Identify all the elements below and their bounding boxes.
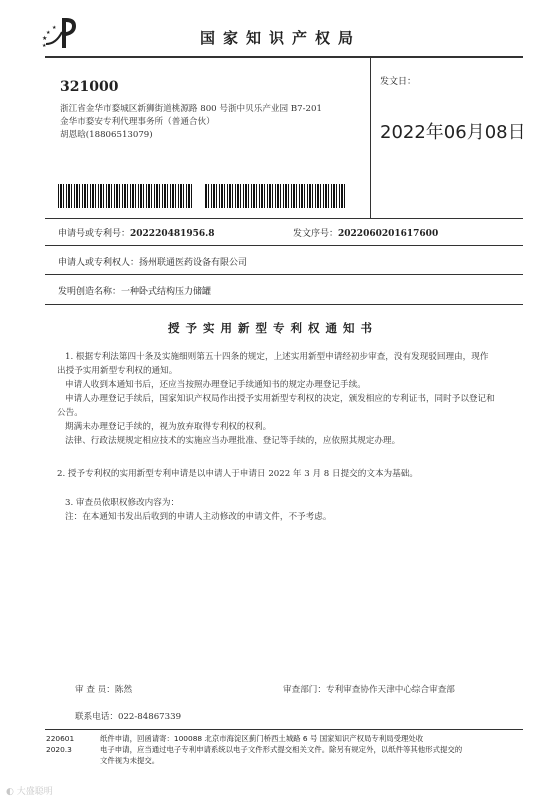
barcode-left — [58, 184, 193, 208]
watermark — [6, 784, 53, 797]
app-no-label: 申请号或专利号： — [58, 229, 131, 239]
form-code: 220601 — [46, 734, 75, 743]
date-box-border — [370, 58, 371, 218]
dept-row — [283, 683, 455, 695]
fields-rule-2 — [45, 274, 523, 275]
watermark-text: 大盛聪明 — [16, 787, 53, 797]
examiner-name: 陈然 — [114, 685, 133, 695]
phone-row — [75, 710, 181, 722]
invention-label: 发明创造名称： — [58, 287, 122, 297]
notice-body — [57, 350, 497, 448]
fields-rule-1 — [45, 245, 523, 246]
footer-note-2: 电子申请，应当通过电子专利申请系统以电子文件形式提交相关文件。除另有规定外，以纸件等其他形式提交的 — [100, 745, 463, 754]
applicant-row — [58, 255, 247, 268]
paragraph-1d: 法律、行政法规规定相应技术的实施应当办理批准、登记等手续的，应依照其规定办理。 — [65, 436, 401, 446]
barcode-right — [205, 184, 345, 208]
paragraph-1b: 申请人办理登记手续后，国家知识产权局作出授予实用新型专利权的决定，颁发相应的专利证书，同时予以登记和公告。 — [57, 394, 495, 418]
paragraph-3: 3. 审查员依职权修改内容为： — [65, 498, 180, 508]
svg-text:★: ★ — [52, 25, 57, 31]
svg-text:★: ★ — [42, 43, 47, 49]
paragraph-2: 2. 授予专利权的实用新型专利申请是以申请人于申请日 2022 年 3 月 8 日提交的文本为基础。 — [57, 469, 418, 479]
phone-value: 022-84867339 — [117, 712, 182, 722]
office-name: 国家知识产权局 — [200, 29, 362, 47]
fields-rule-3 — [45, 304, 523, 305]
serial-label: 发文序号： — [293, 229, 339, 239]
examiner-label: 审 查 员： — [75, 685, 115, 695]
app-no-value: 202220481956.8 — [130, 229, 215, 239]
footer-note-3: 文件视为未提交。 — [100, 756, 160, 765]
paragraph-1c: 期满未办理登记手续的，视为放弃取得专利权的权利。 — [65, 422, 272, 432]
svg-text:★: ★ — [42, 35, 48, 42]
watermark-icon: ◐ — [6, 787, 17, 797]
svg-text:★: ★ — [46, 30, 51, 36]
header-rule — [45, 56, 523, 58]
dept-name: 专利审查协作天津中心综合审查部 — [325, 685, 455, 695]
phone-label: 联系电话： — [75, 712, 118, 722]
fields-rule-top — [45, 218, 523, 219]
address-line-2: 金华市婺安专利代理事务所（普通合伙） — [60, 117, 215, 127]
app-no-row — [58, 226, 215, 239]
footer-rule — [45, 729, 523, 730]
cnipa-logo — [40, 14, 80, 54]
notice-title: 授予实用新型专利权通知书 — [168, 321, 378, 335]
zip-code: 321000 — [60, 79, 119, 95]
applicant-label: 申请人或专利权人： — [58, 258, 140, 268]
invention-row — [58, 284, 211, 297]
serial-value: 2022060201617600 — [338, 229, 439, 239]
serial-row — [293, 226, 438, 239]
paragraph-1: 1. 根据专利法第四十条及实施细则第五十四条的规定，上述实用新型申请经初步审查，没有发现驳回理由，现作出授予实用新型专利权的通知。 — [57, 352, 489, 376]
paragraph-3-note: 注：在本通知书发出后收到的申请人主动修改的申请文件，不予考虑。 — [65, 512, 332, 522]
invention-value: 一种卧式结构压力储罐 — [121, 287, 212, 297]
examiner-row — [75, 683, 132, 695]
applicant-value: 扬州联通医药设备有限公司 — [139, 258, 248, 268]
address-line-3: 胡恩晗(18806513079) — [60, 130, 153, 140]
address-line-1: 浙江省金华市婺城区新狮街道桃源路 800 号浙中贝乐产业园 B7-201 — [60, 104, 322, 114]
receipt-label: 发文日： — [380, 77, 417, 87]
receipt-date: 2022年06月08日 — [380, 122, 526, 143]
footer-note-1: 纸件申请，回函请寄：100088 北京市海淀区蓟门桥西土城路 6 号 国家知识产权局专利局受理处收 — [100, 734, 424, 743]
dept-label: 审查部门： — [283, 685, 326, 695]
paragraph-1a: 申请人收到本通知书后，还应当按照办理登记手续通知书的规定办理登记手续。 — [65, 380, 366, 390]
form-version: 2020.3 — [46, 745, 72, 754]
